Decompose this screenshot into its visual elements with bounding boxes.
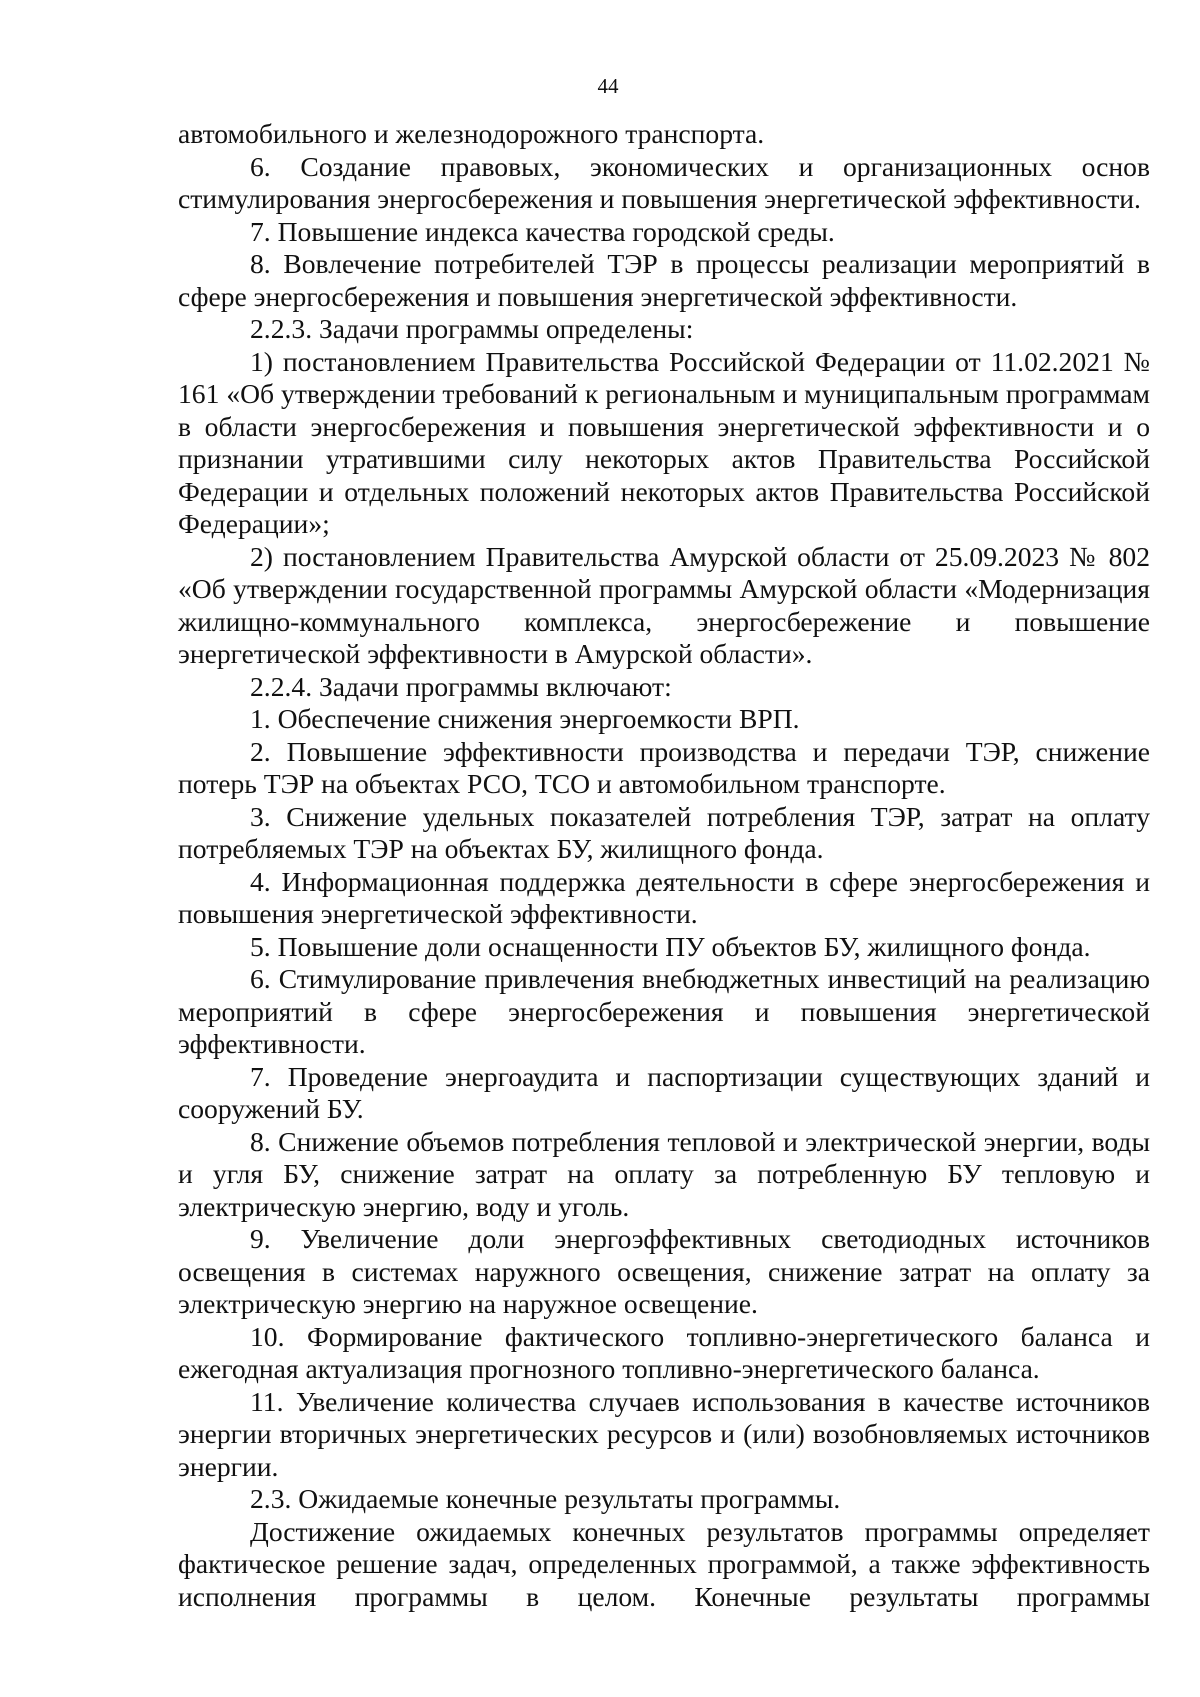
document-body xyxy=(178,118,1150,1613)
paragraph-basis-2: 2) постановлением Правительства Амурской области от 25.09.2023 № 802 «Об утверждении государственной программы Амурской области «Модернизация жилищно-коммунального комплекса, энергосбережение и повышение энергетической эффективности в Амурской области». xyxy=(178,540,1150,669)
section-heading-2-2-3: 2.2.3. Задачи программы определены: xyxy=(250,313,694,344)
section-heading-2-2-4: 2.2.4. Задачи программы включают: xyxy=(250,670,672,702)
paragraph-task-2: 2. Повышение эффективности производства и передачи ТЭР, снижение потерь ТЭР на объектах РСО, ТСО и автомобильном транспорте. xyxy=(178,735,1150,799)
paragraph-task-6: 6. Стимулирование привлечения внебюджетных инвестиций на реализацию мероприятий в сфере энергосбережения и повышения энергетической эффективности. xyxy=(178,963,1150,1059)
paragraph-task-10: 10. Формирование фактического топливно-энергетического баланса и ежегодная актуализация прогнозного топливно-энергетического баланса. xyxy=(178,1320,1150,1384)
paragraph-goal-8: 8. Вовлечение потребителей ТЭР в процессы реализации мероприятий в сфере энергосбережения и повышения энергетической эффективности. xyxy=(178,248,1150,312)
paragraph-task-9: 9. Увеличение доли энергоэффективных светодиодных источников освещения в системах наружного освещения, снижение затрат на оплату за электрическую энергию на наружное освещение. xyxy=(178,1223,1150,1319)
paragraph-task-7: 7. Проведение энергоаудита и паспортизации существующих зданий и сооружений БУ. xyxy=(178,1060,1150,1124)
paragraph-task-5: 5. Повышение доли оснащенности ПУ объектов БУ, жилищного фонда. xyxy=(250,930,1091,962)
paragraph-task-11: 11. Увеличение количества случаев использования в качестве источников энергии вторичных энергетических ресурсов и (или) возобновляемых источников энергии. xyxy=(178,1385,1150,1482)
paragraph-basis-1: 1) постановлением Правительства Российской Федерации от 11.02.2021 № 161 «Об утверждении требований к региональным и муниципальным программам в области энергосбережения и повышения энергетической эффективности и о признании утратившими силу некоторых актов Правительства Российской Федерации и отдельных положений некоторых актов Правительства Российской Федерации»; xyxy=(178,345,1150,539)
paragraph-goal-6: 6. Создание правовых, экономических и организационных основ стимулирования энергосбережения и повышения энергетической эффективности. xyxy=(178,150,1150,214)
section-heading-2-3: 2.3. Ожидаемые конечные результаты программы. xyxy=(250,1483,841,1514)
page-number: 44 xyxy=(597,74,619,98)
paragraph-task-3: 3. Снижение удельных показателей потребления ТЭР, затрат на оплату потребляемых ТЭР на объектах БУ, жилищного фонда. xyxy=(178,800,1150,864)
paragraph-results: Достижение ожидаемых конечных результатов программы определяет фактическое решение задач, определенных программой, а также эффективность исполнения программы в целом. Конечные результаты программы xyxy=(178,1515,1150,1612)
paragraph-task-4: 4. Информационная поддержка деятельности в сфере энергосбережения и повышения энергетической эффективности. xyxy=(178,865,1150,929)
paragraph-continuation: автомобильного и железнодорожного транспорта. xyxy=(178,118,765,149)
paragraph-task-8: 8. Снижение объемов потребления тепловой и электрической энергии, воды и угля БУ, снижение затрат на оплату за потребленную БУ тепловую и электрическую энергию, воду и уголь. xyxy=(178,1125,1150,1222)
paragraph-goal-7: 7. Повышение индекса качества городской среды. xyxy=(250,215,835,247)
paragraph-task-1: 1. Обеспечение снижения энергоемкости ВРП. xyxy=(250,703,800,734)
